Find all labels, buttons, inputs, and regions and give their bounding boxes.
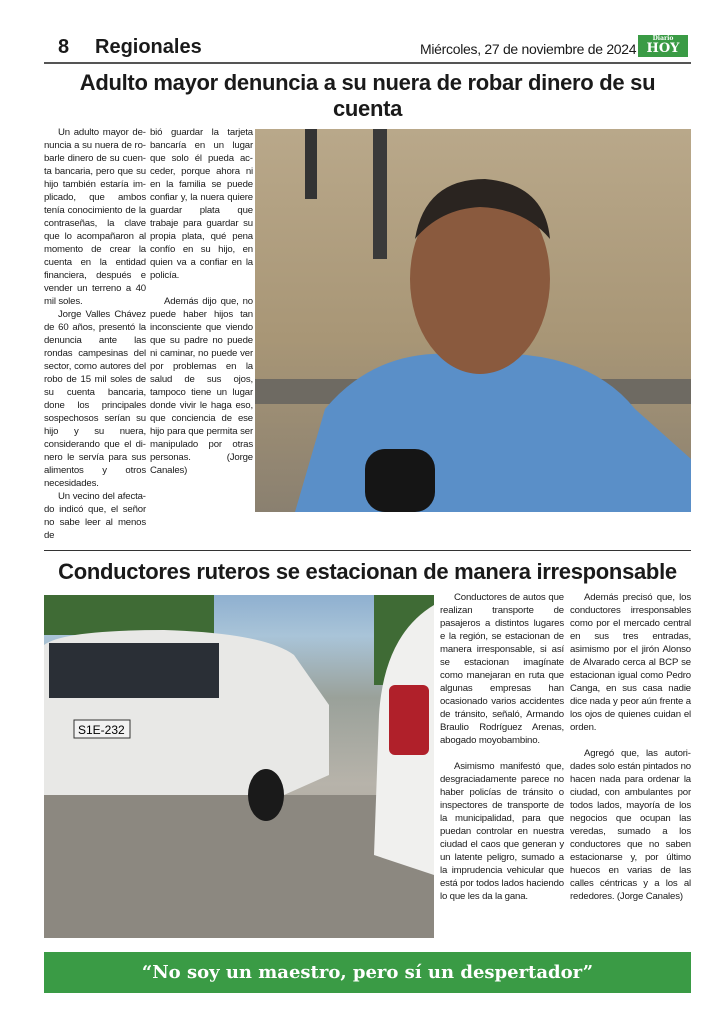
logo-small: Diario (652, 35, 674, 42)
article2-col1 (440, 591, 564, 903)
newspaper-page (44, 0, 691, 993)
paragraph: Un adulto mayor denuncia a su nuera de robarle dinero de su cuenta bancaria, pero que su hijo también estaría implicado, que ambos tenía conocimiento de la contraseñas, la clave que lo acompañaron al momento de crear la cuenta en la entidad financiera, después e vender un terreno a 40 mil soles. (44, 127, 146, 307)
issue-date: Miércoles, 27 de noviembre de 2024 (420, 41, 637, 57)
license-plate: S1E-232 (78, 723, 125, 737)
section-divider (44, 550, 691, 551)
paragraph: Conductores de autos que realizan transporte de pasajeros a distintos lugares e la región, se estacionan de manera irresponsable, si así se estacionan imagínate como manejaran en ruta que algunas empresas han ocasionado varios accidentes de tránsito, señaló, Armando Braulio Rodríguez Arenas, abogado moyobambino. (440, 592, 564, 746)
elderly-man-photo (255, 129, 691, 512)
paragraph: Asimismo manifestó que, desgraciadamente parece no haber policías de tránsito o inspectores de transporte de la municipalidad, para que puedan controlar en nuestra ciudad el caos que generan y un latente peligro, sumado a la imprudencia vehicular que está por todos lados haciendo lo que les da la gana. (440, 761, 564, 902)
newspaper-logo (638, 35, 688, 57)
logo-big: HOY (646, 41, 680, 56)
page-number: 8 (58, 36, 70, 58)
paragraph: Jorge Valles Chávez de 60 años, presentó la denuncia ante las rondas campesinas del sector, como autores del robo de 15 mil soles de su cuenta bancaria, done los principales sospechosos serían su hijo y su nuera, considerando que el dinero le servía para sus alimentos y otros necesidades. (44, 309, 146, 489)
quote-banner: “No soy un maestro, pero sí un despertador” (44, 952, 691, 993)
article1-title: Adulto mayor denuncia a su nuera de robar dinero de su cuenta (79, 70, 656, 121)
paragraph: bió guardar la tarjeta bancaría en un lugar que solo él pueda acceder, porque ahora ni en la familia se puede confiar y, la nuera quiere guardar plata que trabaje para guardar su propia plata, qué pena confío en su hijo, en quien va a confiar en la policía. (150, 127, 253, 281)
article2-photo (44, 595, 434, 938)
article2-col2 (570, 591, 691, 903)
paragraph: Además precisó que, los conductores irresponsables como por el mercado central en sus tres entradas, asimismo por el jirón Alonso de Alvarado cerca al BCP se estacionan igual como Pedro Canga, en sus casa nadie dice nada y peor aún frente a los ojos de quienes cuidan el orden. (570, 592, 691, 733)
section-name: Regionales (95, 36, 202, 58)
page-header (44, 34, 691, 64)
paragraph: Un vecino del afectado indicó que, el señor no sabe leer al menos de (44, 491, 146, 541)
paragraph: Además dijo que, no puede haber hijos tan inconsciente que viendo que su padre no puede ni caminar, no puede ver por problemas en la salud de sus ojos, tampoco tiene un lugar donde vivir le haga eso, que conciencia de ese hijo para que permita ser manipulado por otras personas. (Jorge Canales) (150, 296, 253, 476)
parked-cars-photo (44, 595, 434, 938)
article2-title: Conductores ruteros se estacionan de manera irresponsable (58, 559, 677, 584)
article1-body (44, 126, 691, 542)
article1-photo (255, 129, 691, 512)
article1-col2 (150, 126, 253, 477)
article1-col1 (44, 126, 146, 542)
article2-body (44, 591, 691, 938)
paragraph: Agregó que, las autoridades solo están pintados no hacen nada para ordenar la ciudad, con ambulantes por todos lados, mayoría de los negocios que ocupan las veredas, sumado a los conductores que no saben estacionarse y, por último huecos en varias de las calles céntricas y a los al rededores. (Jorge Canales) (570, 748, 691, 902)
